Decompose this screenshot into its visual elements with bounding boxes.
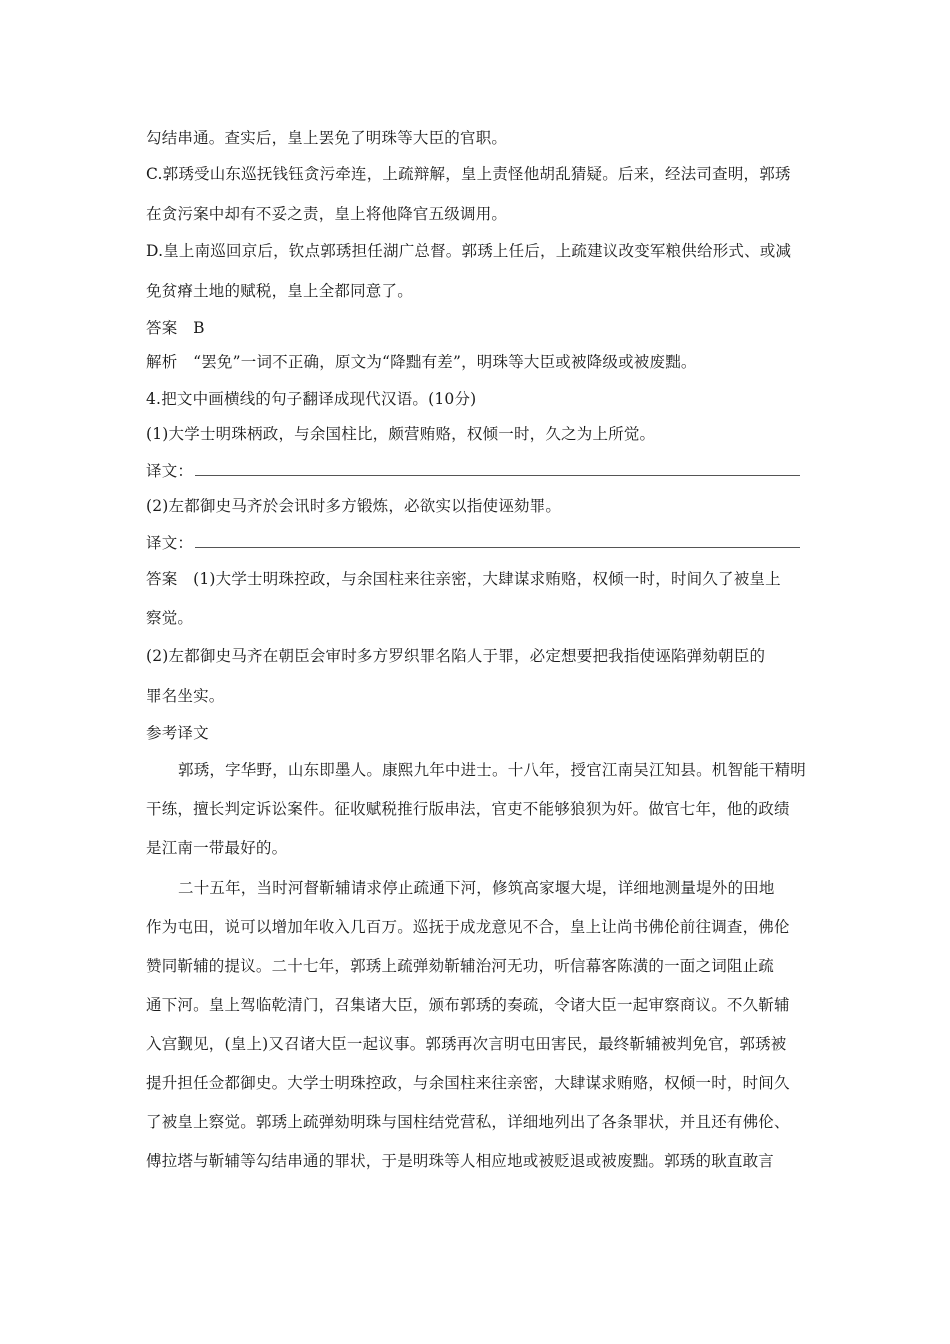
reference-p2-line: 了被皇上察觉。郭琇上疏弹劾明珠与国柱结党营私，详细地列出了各条罪状，并且还有佛伦、 bbox=[146, 1113, 790, 1131]
q3-answer: 答案 B bbox=[146, 319, 205, 337]
translation-blank-2[interactable] bbox=[195, 533, 800, 548]
q4-sentence-2: (2)左都御史马齐於会讯时多方锻炼，必欲实以指使诬劾罪。 bbox=[146, 497, 562, 515]
q4-answer-line-1: 答案 (1)大学士明珠控政，与余国柱来往亲密，大肆谋求贿赂，权倾一时，时间久了被皇上 bbox=[146, 570, 781, 588]
reference-p1-line: 是江南一带最好的。 bbox=[146, 839, 288, 857]
reference-p2-line: 入宫觐见，(皇上)又召诸大臣一起议事。郭琇再次言明屯田害民，最终靳辅被判免官，郭琇被 bbox=[146, 1035, 787, 1053]
q4-answer-line-3: (2)左都御史马齐在朝臣会审时多方罗织罪名陷人于罪，必定想要把我指使诬陷弹劾朝臣的 bbox=[146, 647, 766, 665]
translation-label-1: 译文： bbox=[146, 462, 194, 480]
reference-p1-line: 郭琇，字华野，山东即墨人。康熙九年中进士。十八年，授官江南吴江知县。机智能干精明 bbox=[178, 761, 807, 779]
translation-label-2: 译文： bbox=[146, 534, 194, 552]
q4-prompt: 4.把文中画横线的句子翻译成现代汉语。(10分) bbox=[146, 390, 477, 408]
reference-p2-line: 作为屯田，说可以增加年收入几百万。巡抚于成龙意见不合，皇上让尚书佛伦前往调查，佛伦 bbox=[146, 918, 790, 936]
reference-p2-line: 二十五年，当时河督靳辅请求停止疏通下河，修筑高家堰大堤，详细地测量堤外的田地 bbox=[178, 879, 775, 897]
q4-translation-1 bbox=[146, 461, 811, 481]
q4-translation-2 bbox=[146, 533, 811, 553]
reference-p2-line: 傅拉塔与靳辅等勾结串通的罪状，于是明珠等人相应地或被贬退或被废黜。郭琇的耿直敢言 bbox=[146, 1152, 775, 1170]
option-d-line-1: D.皇上南巡回京后，钦点郭琇担任湖广总督。郭琇上任后，上疏建议改变军粮供给形式、或减 bbox=[146, 242, 792, 260]
option-d-line-2: 免贫瘠土地的赋税，皇上全都同意了。 bbox=[146, 282, 413, 300]
reference-p2-line: 赞同靳辅的提议。二十七年，郭琇上疏弹劾靳辅治河无功，听信幕客陈潢的一面之词阻止疏 bbox=[146, 957, 775, 975]
reference-p2-line: 提升担任佥都御史。大学士明珠控政，与余国柱来往亲密，大肆谋求贿赂，权倾一时，时间久 bbox=[146, 1074, 790, 1092]
option-c-line-1: C.郭琇受山东巡抚钱钰贪污牵连，上疏辩解，皇上责怪他胡乱猜疑。后来，经法司查明，郭琇 bbox=[146, 165, 791, 183]
option-b-tail: 勾结串通。查实后，皇上罢免了明珠等大臣的官职。 bbox=[146, 129, 508, 147]
translation-blank-1[interactable] bbox=[195, 461, 800, 476]
option-c-line-2: 在贪污案中却有不妥之责，皇上将他降官五级调用。 bbox=[146, 205, 508, 223]
q4-sentence-1: (1)大学士明珠柄政，与余国柱比，颇营贿赂，权倾一时，久之为上所觉。 bbox=[146, 425, 656, 443]
q4-answer-line-2: 察觉。 bbox=[146, 609, 194, 627]
q4-answer-line-4: 罪名坐实。 bbox=[146, 687, 225, 705]
reference-p2-line: 通下河。皇上驾临乾清门，召集诸大臣，颁布郭琇的奏疏，令诸大臣一起审察商议。不久靳辅 bbox=[146, 996, 790, 1014]
reference-p1-line: 干练，擅长判定诉讼案件。征收赋税推行版串法，官吏不能够狼狈为奸。做官七年，他的政绩 bbox=[146, 800, 790, 818]
reference-heading: 参考译文 bbox=[146, 724, 209, 742]
q3-analysis: 解析 “罢免”一词不正确，原文为“降黜有差”，明珠等大臣或被降级或被废黜。 bbox=[146, 353, 697, 371]
